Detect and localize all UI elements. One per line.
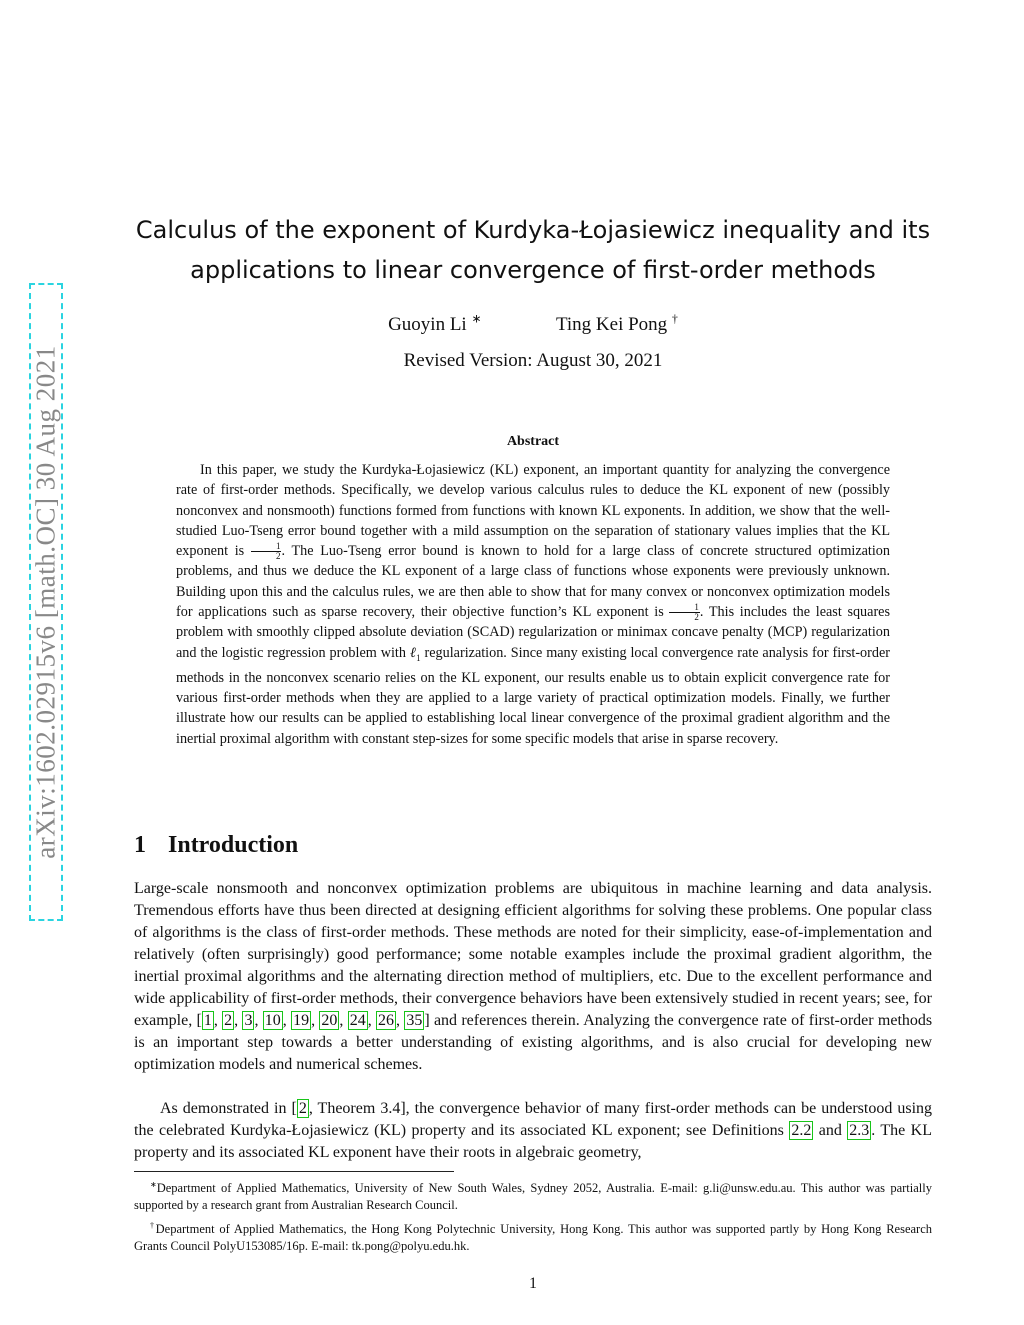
section-heading <box>134 832 298 859</box>
footnote-1: ∗Department of Applied Mathematics, University of New South Wales, Sydney 2052, Australia. E-mail: g.li@unsw.edu.au. This author was partially supported by a research grant from Australian Research Council. <box>134 1180 932 1213</box>
title-line-2: applications to linear convergence of first-order methods <box>190 256 876 284</box>
citation-link[interactable]: 1 <box>203 1012 212 1029</box>
author-1: Guoyin Li ∗ <box>388 312 482 336</box>
intro-paragraph-1: Large-scale nonsmooth and nonconvex optimization problems are ubiquitous in machine learning and data analysis. Tremendous efforts have thus been directed at designing efficient algorithms for solving these problems. One popular class of algorithms is the class of first-order methods. These methods are noted for their simplicity, ease-of-implementation and relatively (often surprisingly) good performance; some notable examples include the proximal gradient algorithm, the inertial proximal algorithms and the alternating direction method of multipliers, etc. Due to the excellent performance and wide applicability of first-order methods, their convergence behaviors have been extensively studied in recent years; see, for example, [ 1 , 2 , 3 , 10 , 19 , 20 , 24 , 26 , 35 ] and references therein. Analyzing the convergence rate of first-order methods is an important step towards a better understanding of existing algorithms, and is also crucial for developing new optimization models and numerical schemes. <box>134 880 933 1073</box>
citation-link[interactable]: 20 <box>321 1012 338 1029</box>
citation-link[interactable]: 10 <box>264 1012 281 1029</box>
author-2: Ting Kei Pong † <box>555 312 678 336</box>
abstract-body: In this paper, we study the Kurdyka-Łojasiewicz (KL) exponent, an important quantity for analyzing the convergence rate of first-order methods. Specifically, we develop various calculus rules to deduce the KL exponent of new (possibly nonconvex and nonsmooth) functions formed from functions with known KL exponents. In addition, we show that the well-studied Luo-Tseng error bound together with a mild assumption on the separation of stationary values implies that the KL exponent is $\frac{1}{2}$ . The Luo-Tseng error bound is known to hold for a large class of concrete structured optimization problems, and thus we deduce the KL exponent of a large class of functions whose exponents were previously unknown. Building upon this and the calculus rules, we are then able to show that for many convex or nonconvex optimization models for applications such as sparse recovery, their objective function’s KL exponent is $\frac{1}{2}$ . This includes the least squares problem with smoothly clipped absolute deviation (SCAD) regularization or minimax concave penalty (MCP) regularization and the logistic regression problem with ℓ$_1$ regularization. Since many existing local convergence rate analysis for first-order methods in the nonconvex scenario relies on the KL exponent, our results enable us to obtain explicit convergence rate for various first-order methods when they are applied to a large variety of practical optimization models. Finally, we further illustrate how our results can be applied to establishing local linear convergence of the proximal gradient algorithm and the inertial proximal algorithm with constant step-sizes for some specific models that arise in sparse recovery. <box>176 462 890 747</box>
page-number: 1 <box>529 1275 537 1292</box>
footnote-2: †Department of Applied Mathematics, the Hong Kong Polytechnic University, Hong Kong. This author was supported partly by Hong Kong Research Grants Council PolyU153085/16p. E-mail: tk.pong@polyu.edu.hk. <box>134 1221 932 1254</box>
fraction-one-half: $\frac{1}{2}$ <box>251 542 282 561</box>
citation-link[interactable]: 24 <box>349 1012 366 1029</box>
author-1-footnote-mark: ∗ <box>471 312 482 326</box>
section-number: 1 <box>134 832 146 858</box>
revised-date: Revised Version: August 30, 2021 <box>403 350 663 371</box>
definition-link[interactable]: 2.2 <box>791 1122 812 1139</box>
intro-paragraph-2: As demonstrated in [ 2 , Theorem 3.4], the convergence behavior of many first-order methods can be understood using the celebrated Kurdyka-Łojasiewicz (KL) property and its associated KL exponent; see Definitions 2.2 and 2.3 . The KL property and its associated KL exponent have their roots in algebraic geometry, <box>134 1100 933 1161</box>
arxiv-identifier-stamp <box>29 283 63 921</box>
abstract-heading: Abstract <box>506 434 560 449</box>
fraction-one-half: $\frac{1}{2}$ <box>669 603 700 622</box>
ell-one-symbol: ℓ$_1$ <box>409 644 421 663</box>
section-title-text: Introduction <box>168 832 299 858</box>
title-line-1: Calculus of the exponent of Kurdyka-Łojasiewicz inequality and its <box>135 216 931 244</box>
citation-link[interactable]: 2 <box>224 1012 233 1029</box>
arxiv-identifier-text: arXiv:1602.02915v6 [math.OC] 30 Aug 2021 <box>30 345 61 859</box>
citation-link[interactable]: 19 <box>293 1012 310 1029</box>
definition-link[interactable]: 2.3 <box>849 1122 870 1139</box>
paper-title <box>130 210 936 290</box>
authors <box>130 312 936 336</box>
footnote-divider <box>134 1171 454 1172</box>
citation-link[interactable]: 3 <box>244 1012 253 1029</box>
author-2-footnote-mark: † <box>671 312 678 326</box>
citation-link[interactable]: 26 <box>378 1012 395 1029</box>
citation-link[interactable]: 2 <box>298 1100 307 1117</box>
citation-link[interactable]: 35 <box>406 1012 423 1029</box>
footnotes <box>134 1176 932 1255</box>
